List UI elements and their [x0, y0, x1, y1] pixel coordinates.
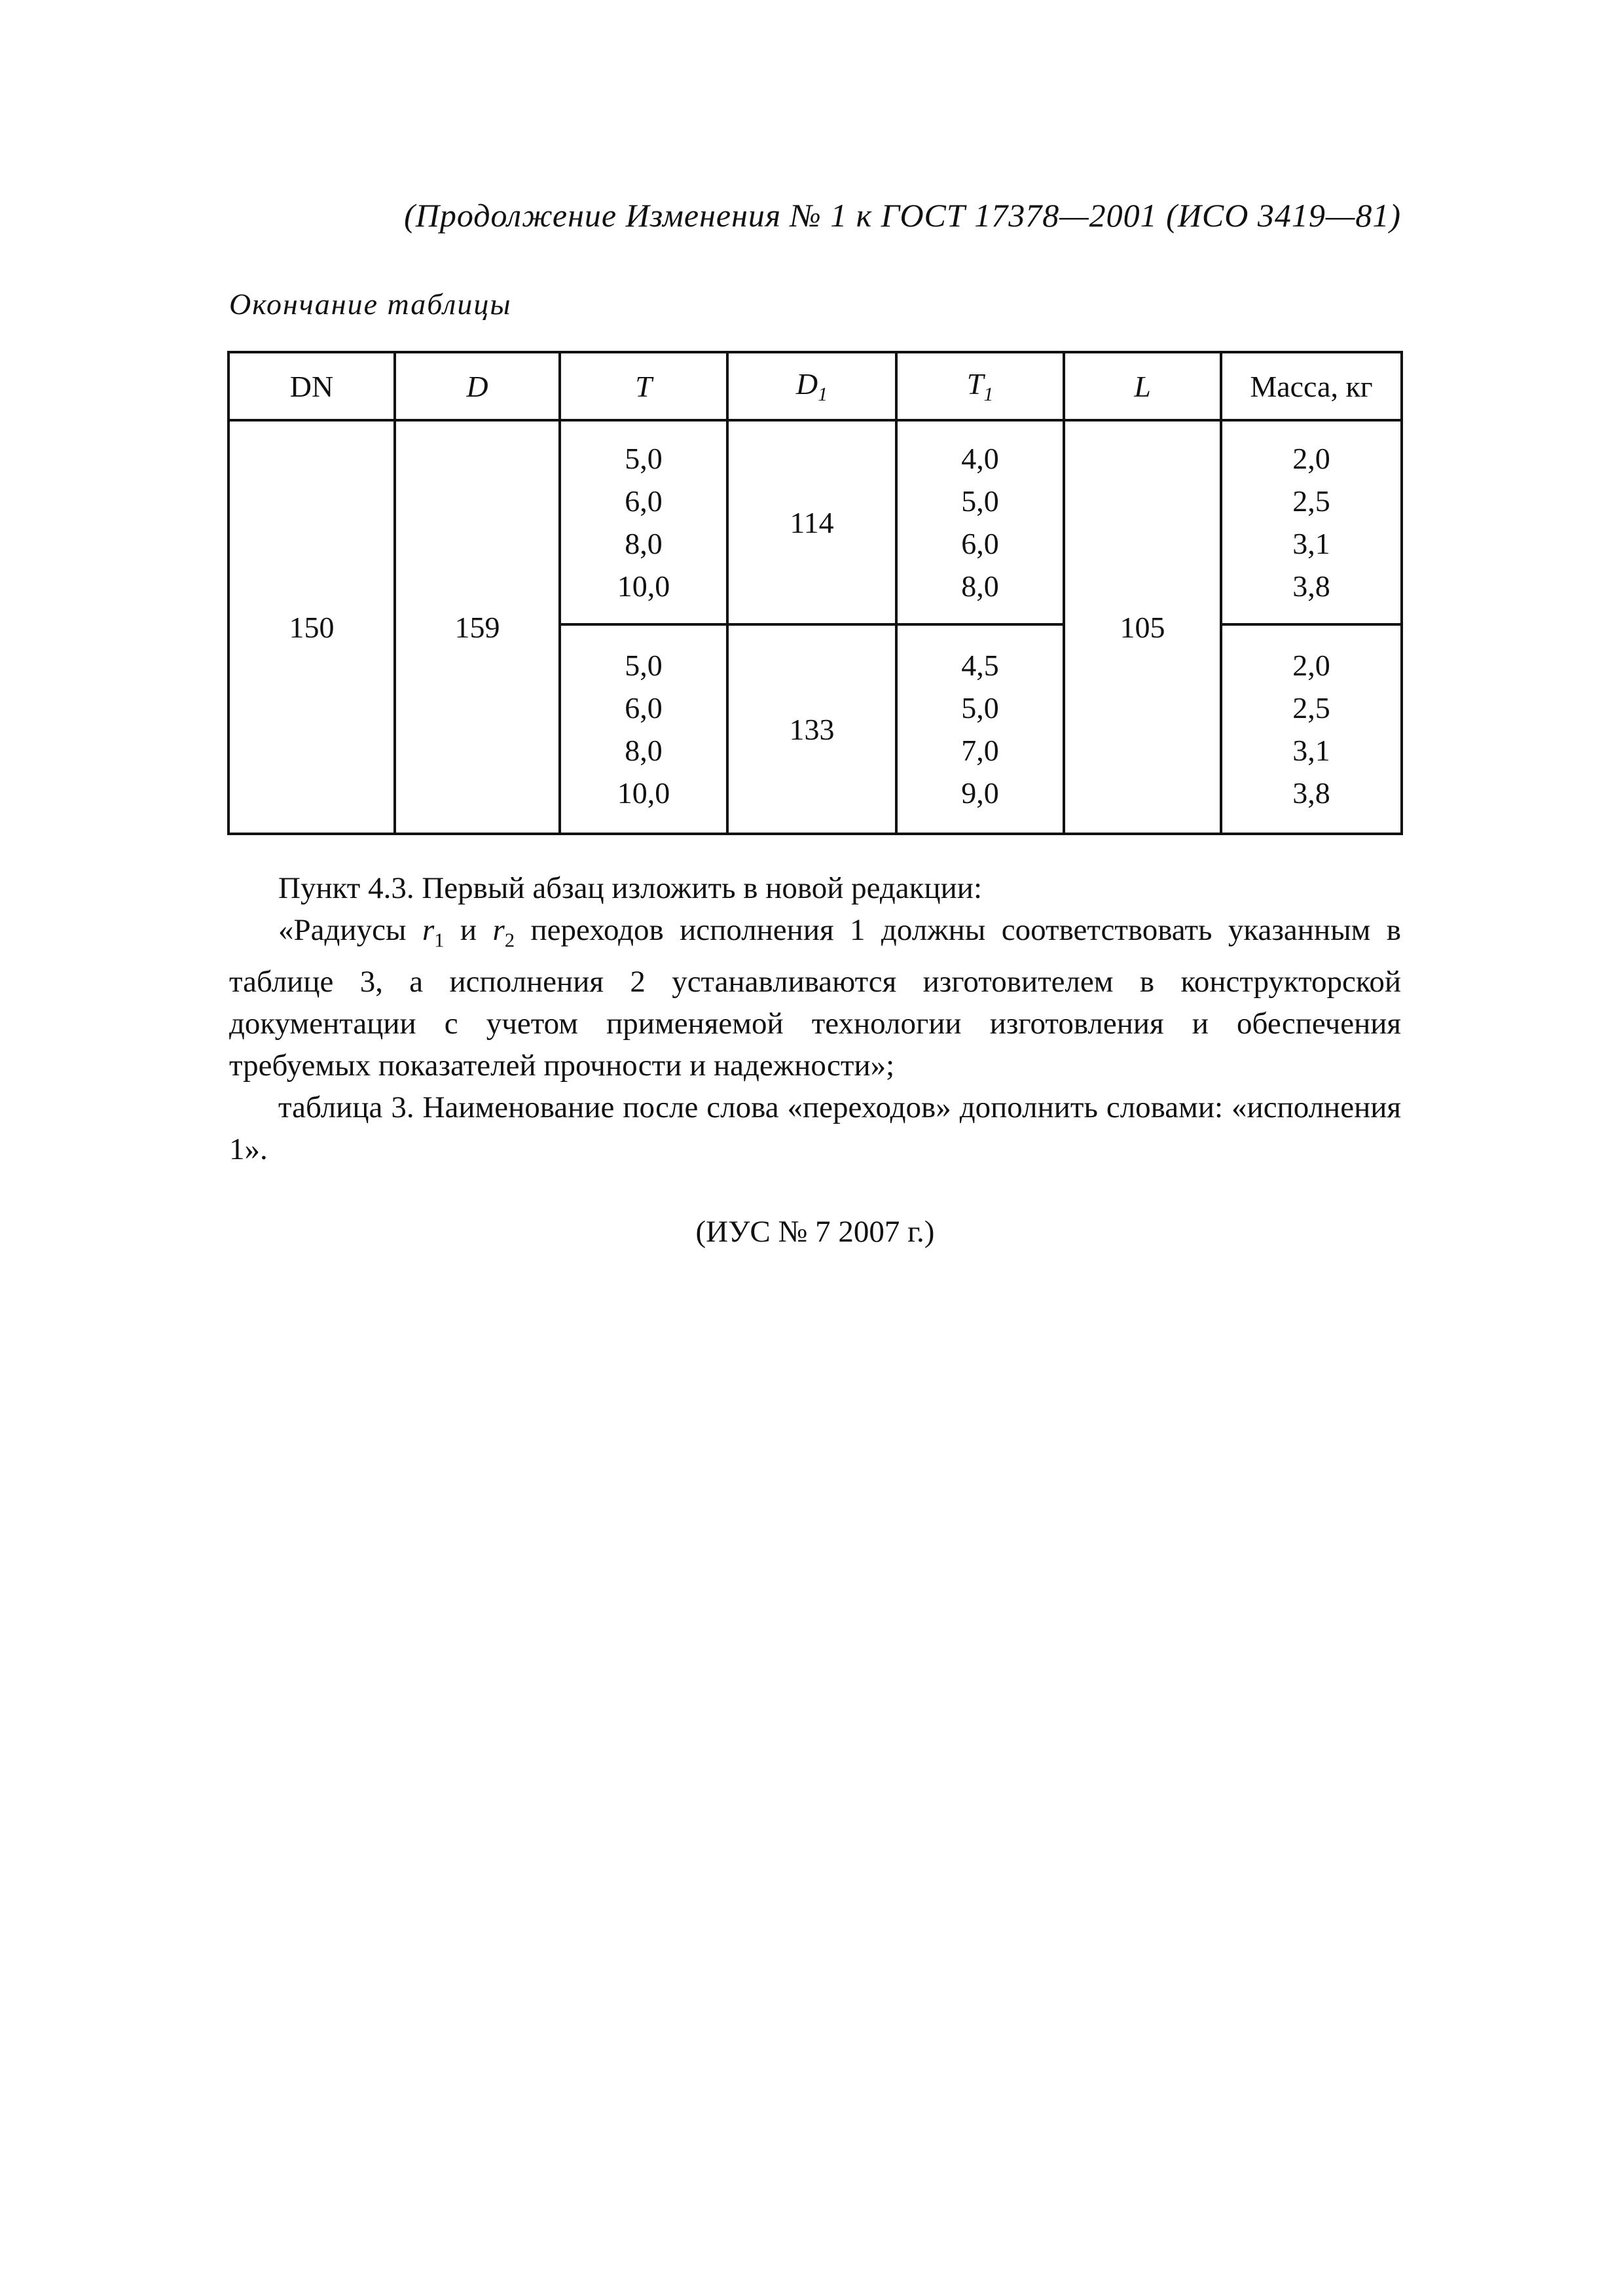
- table-row: [228, 420, 1402, 624]
- table-caption: Окончание таблицы: [229, 287, 512, 321]
- column-header-dn: DN: [228, 352, 395, 420]
- cell-l: 105: [1064, 420, 1221, 834]
- column-header-t: T: [560, 352, 727, 420]
- column-header-d1: $D_1$: [727, 352, 896, 420]
- cell-t1: 4,5 5,0 7,0 9,0: [896, 624, 1064, 834]
- cell-dn: 150: [228, 420, 395, 834]
- spec-table: [227, 351, 1403, 835]
- paragraph-table-3: таблица 3. Наименование после слова «переходов» дополнить словами: «исполнения 1».: [229, 1090, 1401, 1167]
- cell-t: 5,0 6,0 8,0 10,0: [560, 624, 727, 834]
- cell-mass: 2,0 2,5 3,1 3,8: [1221, 420, 1402, 624]
- cell-d1: 133: [727, 624, 896, 834]
- body-text: [229, 867, 1401, 1170]
- column-header-mass: Масса, кг: [1221, 352, 1402, 420]
- document-header: (Продолжение Изменения № 1 к ГОСТ 17378—2001 (ИСО 3419—81): [404, 197, 1401, 234]
- cell-t: 5,0 6,0 8,0 10,0: [560, 420, 727, 624]
- table-header-row: [228, 352, 1402, 420]
- cell-t1: 4,0 5,0 6,0 8,0: [896, 420, 1064, 624]
- column-header-d: D: [395, 352, 560, 420]
- column-header-t1: $T_1$: [896, 352, 1064, 420]
- cell-d1: 114: [727, 420, 896, 624]
- cell-d: 159: [395, 420, 560, 834]
- cell-mass: 2,0 2,5 3,1 3,8: [1221, 624, 1402, 834]
- column-header-l: L: [1064, 352, 1221, 420]
- paragraph-point-4-3: Пункт 4.3. Первый абзац изложить в новой редакции:: [278, 871, 983, 905]
- footer-ius: (ИУС № 7 2007 г.): [695, 1215, 935, 1249]
- paragraph-radii: «Радиусы $r_1$ и $r_2$ переходов исполнения 1 должны соответствовать указанным в таблице 3, а исполнения 2 устанавливаются изготовителем в конструкторской документации с учетом применяемой технологии изготовления и обеспечения требуемых показателей прочности и надежности»;: [229, 913, 1401, 1083]
